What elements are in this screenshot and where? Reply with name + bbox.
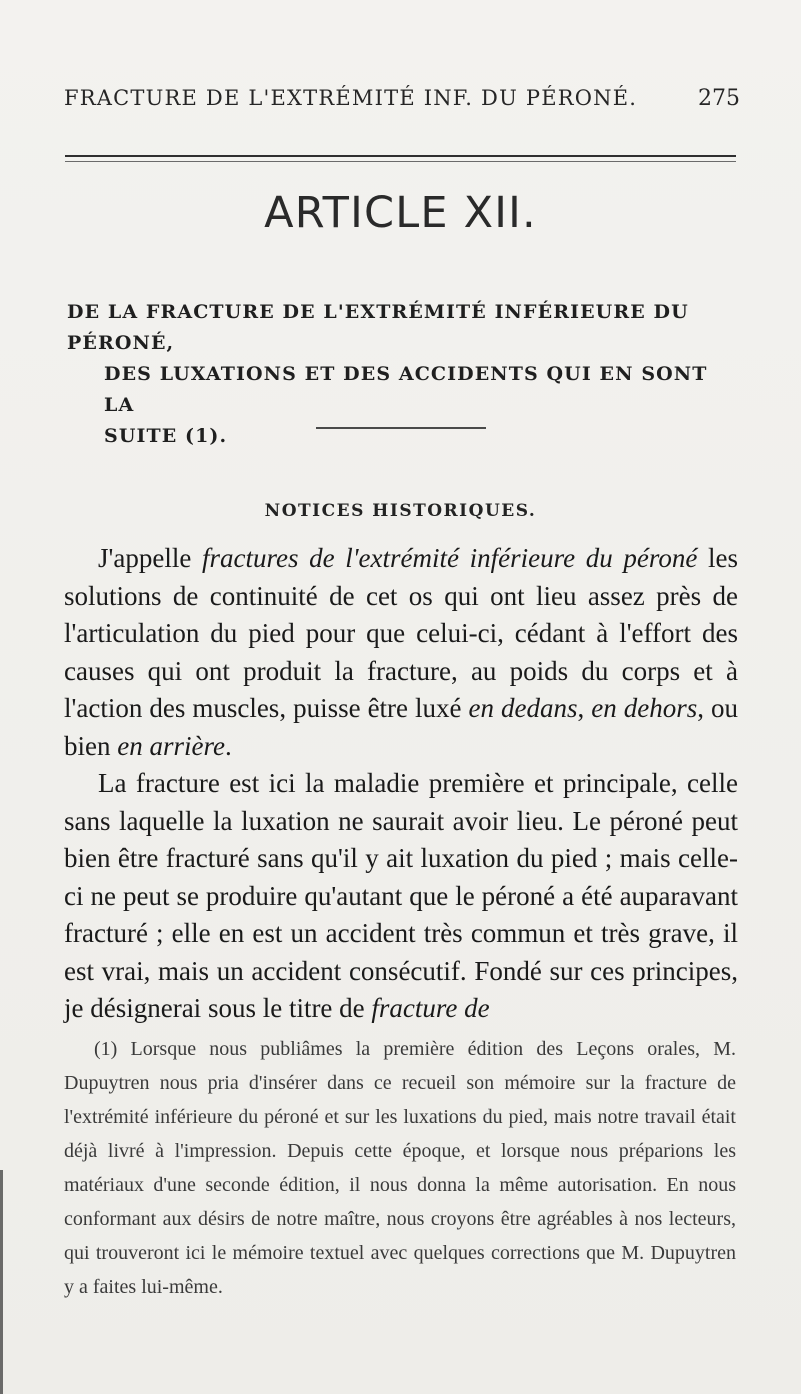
footnote — [64, 1032, 736, 1304]
footnote-text: (1) Lorsque nous publiâmes la première édition des Leçons orales, M. Dupuytren nous pria d'insérer dans ce recueil son mémoire sur la fracture de l'extrémité inférieure du péroné et sur les luxations du pied, mais notre travail était déjà livré à l'impression. Depuis cette époque, et lorsque nous préparions les matériaux d'une seconde édition, il nous donna la même autorisation. En nous conformant aux désirs de notre maître, nous croyons être agréables à nos lecteurs, qui trouveront ici le mémoire textuel avec quelques corrections que M. Dupuytren y a faites lui-même. — [64, 1038, 736, 1298]
body-p2-part1: La fracture est ici la maladie première et principale, celle sans laquelle la luxation ne saurait avoir lieu. Le péroné peut bien être fracturé sans qu'il y ait luxation du pied ; mais celle-ci ne peut se produire qu'autant que le péroné a été auparavant fracturé ; elle en est un accident très commun et très grave, il est vrai, mais un accident consécutif. Fondé sur ces principes, je désignerai sous le titre de — [64, 768, 738, 1023]
body-p1-part5: . — [224, 730, 232, 761]
body-p1-part1: J'appelle — [98, 543, 202, 573]
body-p1-italic4: en arrière — [117, 730, 225, 761]
section-divider — [316, 427, 486, 429]
article-heading: ARTICLE XII. — [264, 188, 537, 238]
body-p1-part2: les solutions de continuité de cet os qui ont lieu assez près de l'articulation du pied pour que celui-ci, cédant à l'effort des causes qui ont produit la fracture, au poids du corps et à l'action des muscles, puisse être luxé — [64, 543, 738, 723]
body-p1-italic3: en dehors — [591, 693, 698, 723]
body-p2-italic1: fracture de — [371, 993, 490, 1023]
body-p1-italic1: fractures de l'extrémité inférieure du péroné — [201, 543, 698, 573]
section-heading: NOTICES HISTORIQUES. — [264, 501, 537, 521]
running-head — [64, 86, 740, 120]
subtitle-line-1: DE LA FRACTURE DE L'EXTRÉMITÉ INFÉRIEURE DU PÉRONÉ, — [67, 301, 689, 354]
top-rule-thin — [65, 161, 736, 162]
subtitle-line-2: DES LUXATIONS ET DES ACCIDENTS QUI EN SONT LA — [104, 363, 708, 416]
subtitle-line-3: SUITE (1). — [104, 425, 228, 447]
page-edge-shadow — [0, 1170, 3, 1394]
body-paragraph-2 — [64, 765, 738, 1028]
page-number: 275 — [698, 86, 740, 111]
body-p1-part4: , ou bien — [64, 693, 739, 761]
body-paragraph-1 — [64, 540, 738, 765]
body-text — [64, 540, 738, 1028]
top-rule — [65, 155, 736, 157]
body-p1-part3: , — [577, 693, 592, 723]
body-p1-italic2: en dedans — [468, 693, 578, 723]
running-title: FRACTURE DE L'EXTRÉMITÉ INF. DU PÉRONÉ. — [64, 86, 638, 110]
